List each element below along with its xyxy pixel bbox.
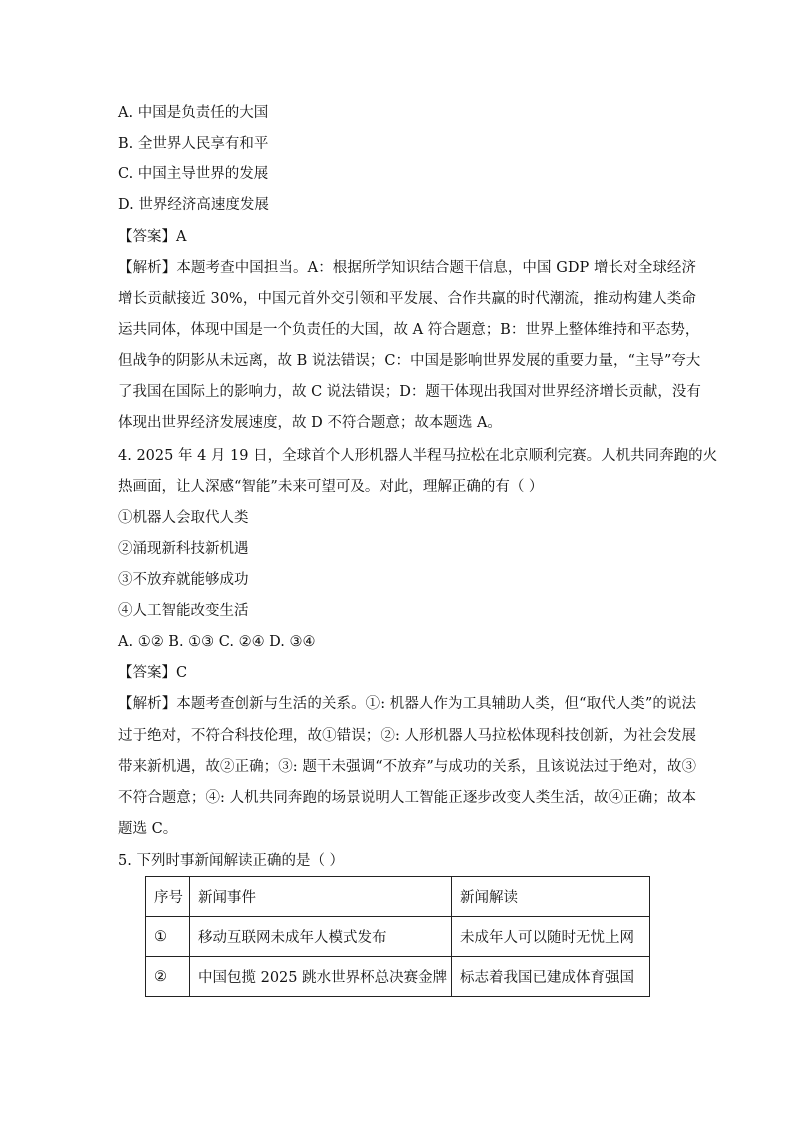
news-table (145, 876, 650, 997)
answer-label: 【答案】A (118, 229, 187, 245)
table-header-cell: 新闻事件 (190, 877, 452, 917)
analysis-line: 【解析】本题考查中国担当。A：根据所学知识结合题干信息，中国 GDP 增长对全球经济 (118, 260, 696, 276)
question-stem: 热画面，让人深感“智能”未来可望可及。对此，理解正确的有（ ） (118, 479, 544, 495)
table-row (146, 917, 650, 957)
table-cell: ② (146, 957, 190, 997)
answer-label: 【答案】C (118, 665, 188, 681)
statement-item: ①机器人会取代人类 (118, 510, 249, 526)
answer-choices: A. ①② B. ①③ C. ②④ D. ③④ (118, 634, 316, 650)
table-cell: 未成年人可以随时无忧上网 (452, 917, 650, 957)
analysis-line: 运共同体，体现中国是一个负责任的大国，故 A 符合题意；B：世界上整体维持和平态势， (118, 322, 700, 338)
analysis-line: 但战争的阴影从未远离，故 B 说法错误；C：中国是影响世界发展的重要力量，“主导”夸大 (118, 353, 701, 369)
option-b: B. 全世界人民享有和平 (118, 136, 269, 152)
table-cell: ① (146, 917, 190, 957)
analysis-line: 过于绝对，不符合科技伦理，故①错误；②: 人形机器人马拉松体现科技创新，为社会发展 (118, 728, 696, 744)
analysis-line: 带来新机遇，故②正确；③: 题干未强调“不放弃”与成功的关系，且该说法过于绝对，故③ (118, 759, 696, 775)
statement-item: ④人工智能改变生活 (118, 603, 249, 619)
analysis-line: 了我国在国际上的影响力，故 C 说法错误；D：题干体现出我国对世界经济增长贡献，没有 (118, 384, 701, 400)
analysis-line: 【解析】本题考查创新与生活的关系。①: 机器人作为工具辅助人类，但“取代人类”的说法 (118, 696, 696, 712)
table-cell: 中国包揽 2025 跳水世界杯总决赛金牌 (190, 957, 452, 997)
table-cell: 移动互联网未成年人模式发布 (190, 917, 452, 957)
analysis-line: 不符合题意；④: 人机共同奔跑的场景说明人工智能正逐步改变人类生活，故④正确；故本 (118, 790, 696, 806)
analysis-line: 增长贡献接近 30%，中国元首外交引领和平发展、合作共赢的时代潮流，推动构建人类命 (118, 291, 696, 307)
table-row (146, 957, 650, 997)
statement-item: ③不放弃就能够成功 (118, 572, 249, 588)
option-a: A. 中国是负责任的大国 (118, 105, 269, 121)
analysis-line: 体现出世界经济发展速度，故 D 不符合题意；故本题选 A。 (118, 415, 502, 431)
table-header-cell: 序号 (146, 877, 190, 917)
question-stem: 4. 2025 年 4 月 19 日，全球首个人形机器人半程马拉松在北京顺利完赛。人机共同奔跑的火 (118, 448, 718, 464)
table-cell: 标志着我国已建成体育强国 (452, 957, 650, 997)
question-stem: 5. 下列时事新闻解读正确的是（ ） (118, 853, 345, 869)
table-header-row (146, 877, 650, 917)
option-d: D. 世界经济高速度发展 (118, 197, 269, 213)
analysis-line: 题选 C。 (118, 821, 178, 837)
statement-item: ②涌现新科技新机遇 (118, 541, 249, 557)
table-header-cell: 新闻解读 (452, 877, 650, 917)
option-c: C. 中国主导世界的发展 (118, 166, 269, 182)
